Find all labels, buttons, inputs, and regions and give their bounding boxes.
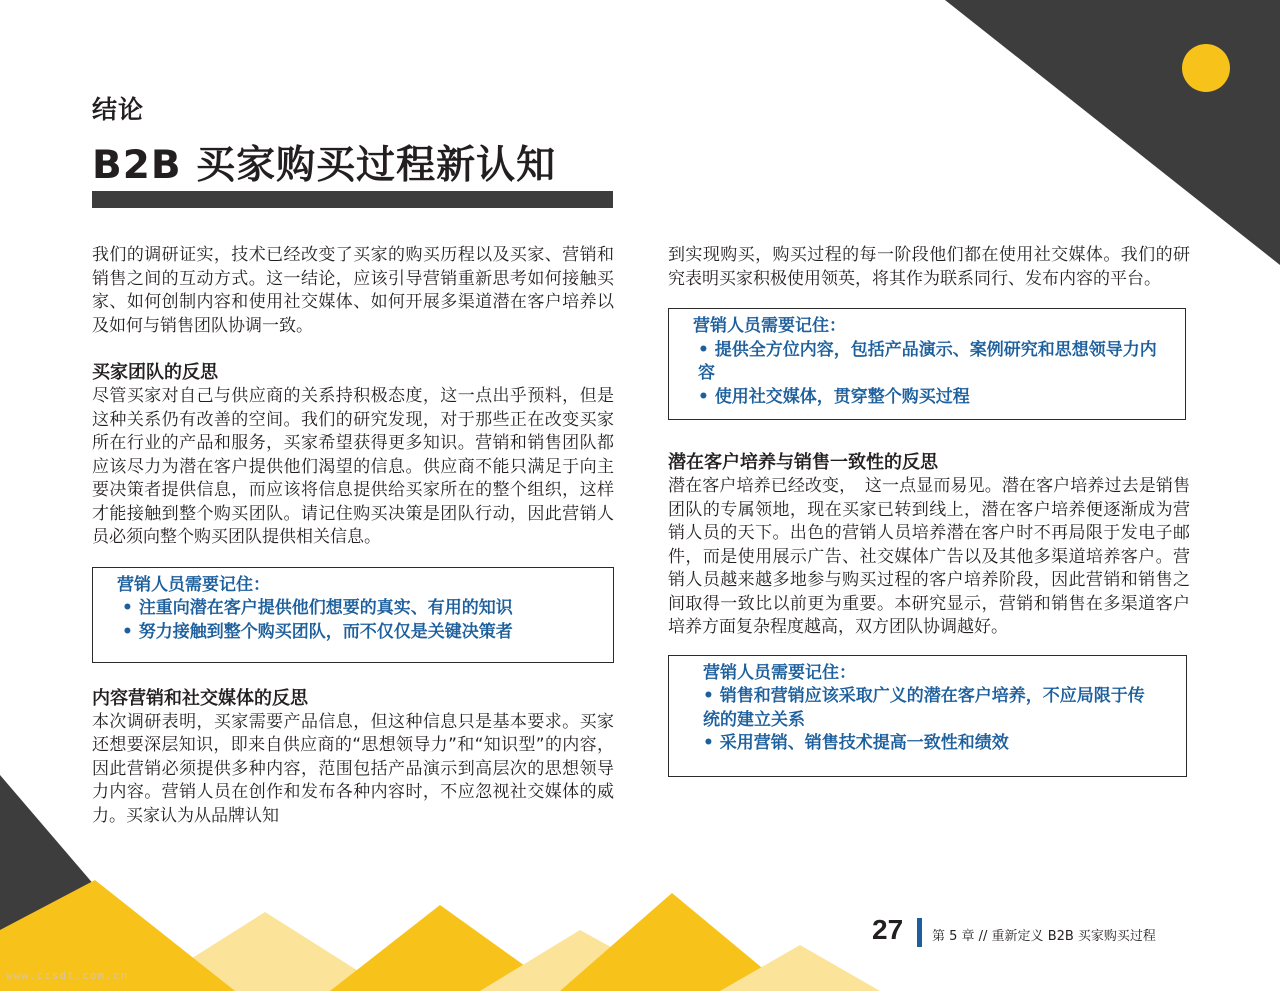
section-heading-buyer-team: 买家团队的反思 [92, 362, 218, 383]
section-heading-content-social: 内容营销和社交媒体的反思 [92, 687, 308, 709]
reminder-box-title: 营销人员需要记住： [117, 574, 270, 595]
buyer-team-paragraph: 尽管买家对自己与供应商的关系持积极态度，这一点出乎预料，但是这种关系仍有改善的空间。我们的研究发现，对于那些正在改变买家所在行业的产品和服务，买家希望获得更多知识。营销和销售团队都应该尽力为潜在客户提供他们渴望的信息。供应商不能只满足于向主要决策者提供信息，而应该将信息提供给买家所在的整个组织，这样才能接触到整个购买团队。请记住购买决策是团队行动，因此营销人员必须向整个购买团队提供相关信息。 [92, 386, 614, 547]
reminder-item: • 注重向潜在客户提供他们想要的真实、有用的知识 [122, 598, 513, 618]
page-number: 27 [872, 914, 904, 945]
reminder-box-3 [668, 655, 1187, 777]
left-column [92, 244, 614, 828]
footer-separator [917, 918, 922, 947]
reminder-box-title: 营销人员需要记住： [703, 662, 856, 683]
intro-paragraph: 我们的调研证实，技术已经改变了买家的购买历程以及买家、营销和销售之间的互动方式。这一结论，应该引导营销重新思考如何接触买家、如何创制内容和使用社交媒体、如何开展多渠道潜在客户培养以及如何与销售团队协调一致。 [92, 245, 614, 336]
reminder-box-1 [92, 567, 614, 663]
page-title: B2B 买家购买过程新认知 [92, 143, 557, 188]
right-column [668, 244, 1190, 777]
continued-paragraph: 到实现购买，购买过程的每一阶段他们都在使用社交媒体。我们的研究表明买家积极使用领英，将其作为联系同行、发布内容的平台。 [668, 245, 1190, 289]
content-social-paragraph: 本次调研表明，买家需要产品信息，但这种信息只是基本要求。买家还想要深层知识，即来自供应商的“思想领导力”和“知识型”的内容，因此营销必须提供多种内容，范围包括产品演示到高层次的思想领导力内容。营销人员在创作和发布各种内容时，不应忽视社交媒体的威力。买家认为从品牌认知 [92, 711, 614, 826]
watermark-text: www.ccsdt.com.cn [6, 969, 128, 982]
reminder-item: • 采用营销、销售技术提高一致性和绩效 [703, 733, 1009, 753]
lead-nurturing-paragraph: 潜在客户培养已经改变， 这一点显而易见。潜在客户培养过去是销售团队的专属领地，现在买家已转到线上，潜在客户培养便逐渐成为营销人员的天下。出色的营销人员培养潜在客户时不再局限于发电子邮件，而是使用展示广告、社交媒体广告以及其他多渠道培养客户。营销人员越来越多地参与购买过程的客户培养阶段，因此营销和销售之间取得一致比以前更为重要。本研究显示，营销和销售在多渠道客户培养方面复杂程度越高，双方团队协调越好。 [668, 476, 1190, 637]
reminder-box-2 [668, 308, 1186, 420]
chapter-label: 第 5 章 // 重新定义 B2B 买家购买过程 [932, 929, 1156, 944]
reminder-item: • 努力接触到整个购买团队，而不仅仅是关键决策者 [122, 621, 513, 642]
title-underline-bar [92, 191, 613, 208]
section-kicker: 结论 [92, 95, 145, 124]
yellow-circle-decoration [1182, 44, 1230, 92]
reminder-box-title: 营销人员需要记住： [693, 316, 846, 336]
top-right-dark-triangle [945, 0, 1280, 265]
reminder-item: • 使用社交媒体，贯穿整个购买过程 [698, 386, 970, 407]
reminder-item: • 提供全方位内容，包括产品演示、案例研究和思想领导力内容 [698, 339, 1157, 383]
section-heading-lead-nurturing: 潜在客户培养与销售一致性的反思 [668, 452, 938, 473]
reminder-item: • 销售和营销应该采取广义的潜在客户培养，不应局限于传统的建立关系 [703, 686, 1145, 730]
